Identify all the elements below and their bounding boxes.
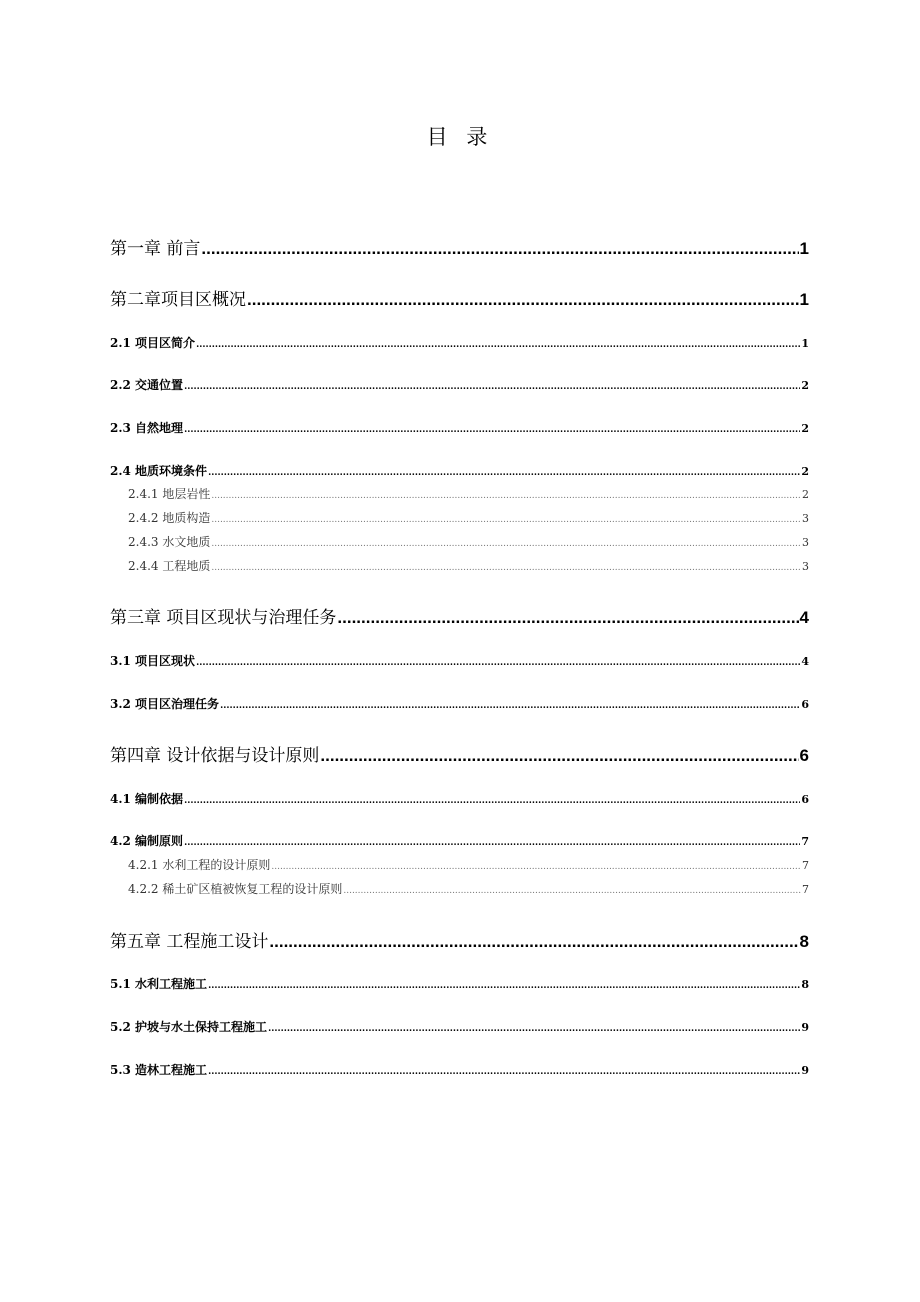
toc-dot-leader <box>184 834 800 852</box>
toc-entry-label: 2.1 项目区简介 <box>110 336 196 350</box>
toc-entry-section-2-1[interactable] <box>110 334 809 352</box>
toc-dot-leader <box>184 378 800 396</box>
toc-entry-label: 2.4.1 地层岩性 <box>128 487 211 501</box>
toc-dot-leader <box>220 697 800 715</box>
toc-entry-label: 第一章 前言 <box>110 239 201 259</box>
toc-dot-leader <box>201 237 798 261</box>
toc-dot-leader <box>208 977 800 995</box>
toc-entry-label: 2.4 地质环境条件 <box>110 464 208 478</box>
toc-entry-page: 1 <box>799 239 809 258</box>
toc-entry-page: 2 <box>802 488 809 501</box>
toc-entry-label: 2.2 交通位置 <box>110 378 184 392</box>
toc-entry-label: 第三章 项目区现状与治理任务 <box>110 608 337 628</box>
toc-entry-subsection-2-4-4[interactable] <box>110 557 809 575</box>
toc-entry-page: 3 <box>802 512 809 525</box>
toc-dot-leader <box>208 1063 800 1081</box>
toc-dot-leader <box>268 1020 800 1038</box>
toc-entry-page: 6 <box>801 698 809 711</box>
toc-dot-leader <box>211 559 801 577</box>
toc-entry-label: 4.1 编制依据 <box>110 792 184 806</box>
toc-entry-section-2-4[interactable] <box>110 462 809 480</box>
toc-entry-page: 1 <box>801 337 809 350</box>
toc-entry-subsection-2-4-1[interactable] <box>110 485 809 503</box>
toc-dot-leader <box>211 511 801 529</box>
toc-entry-page: 7 <box>802 883 809 896</box>
toc-entry-section-5-3[interactable] <box>110 1061 809 1079</box>
toc-entry-label: 5.3 造林工程施工 <box>110 1063 208 1077</box>
toc-entry-section-3-2[interactable] <box>110 695 809 713</box>
toc-entry-section-4-1[interactable] <box>110 790 809 808</box>
toc-entry-subsection-4-2-2[interactable] <box>110 880 809 898</box>
toc-entry-label: 2.4.2 地质构造 <box>128 511 211 525</box>
toc-entry-section-5-1[interactable] <box>110 975 809 993</box>
toc-entry-label: 2.4.4 工程地质 <box>128 559 211 573</box>
toc-entry-label: 2.4.3 水文地质 <box>128 535 211 549</box>
toc-entry-page: 6 <box>801 793 809 806</box>
toc-entry-page: 4 <box>799 608 809 627</box>
toc-entry-page: 2 <box>801 379 809 392</box>
toc-entry-chapter-4[interactable] <box>110 744 809 768</box>
toc-entry-page: 9 <box>801 1021 809 1034</box>
toc-entry-label: 4.2 编制原则 <box>110 834 184 848</box>
toc-entry-page: 3 <box>802 560 809 573</box>
toc-entry-page: 1 <box>799 290 809 309</box>
toc-entry-section-5-2[interactable] <box>110 1018 809 1036</box>
toc-dot-leader <box>196 336 800 354</box>
toc-dot-leader <box>208 464 800 482</box>
toc-entry-label: 3.2 项目区治理任务 <box>110 697 220 711</box>
toc-dot-leader <box>184 792 800 810</box>
toc-entry-label: 第五章 工程施工设计 <box>110 932 269 952</box>
toc-dot-leader <box>337 606 798 630</box>
toc-entry-page: 9 <box>801 1064 809 1077</box>
toc-dot-leader <box>184 421 800 439</box>
toc-entry-page: 7 <box>802 859 809 872</box>
toc-entry-chapter-3[interactable] <box>110 606 809 630</box>
toc-entry-page: 8 <box>801 978 809 991</box>
toc-entry-chapter-5[interactable] <box>110 930 809 954</box>
toc-entry-label: 2.3 自然地理 <box>110 421 184 435</box>
toc-entry-page: 2 <box>801 422 809 435</box>
toc-dot-leader <box>320 744 798 768</box>
toc-entry-page: 7 <box>801 835 809 848</box>
toc-entry-label: 第二章项目区概况 <box>110 290 246 310</box>
toc-entry-page: 3 <box>802 536 809 549</box>
toc-entry-subsection-4-2-1[interactable] <box>110 856 809 874</box>
toc-dot-leader <box>271 858 801 876</box>
toc-dot-leader <box>196 654 800 672</box>
toc-entry-label: 4.2.1 水利工程的设计原则 <box>128 858 271 872</box>
toc-entry-section-4-2[interactable] <box>110 832 809 850</box>
toc-entry-chapter-1[interactable] <box>110 237 809 261</box>
toc-dot-leader <box>247 288 799 312</box>
toc-dot-leader <box>211 535 801 553</box>
toc-entry-label: 3.1 项目区现状 <box>110 654 196 668</box>
toc-entry-label: 第四章 设计依据与设计原则 <box>110 746 320 766</box>
page-title: 目 录 <box>426 125 494 149</box>
toc-entry-page: 6 <box>799 746 809 765</box>
toc-entry-chapter-2[interactable] <box>110 288 809 312</box>
toc-entry-label: 5.1 水利工程施工 <box>110 977 208 991</box>
toc-entry-label: 5.2 护坡与水土保持工程施工 <box>110 1020 268 1034</box>
toc-entry-page: 4 <box>801 655 809 668</box>
toc-entry-subsection-2-4-2[interactable] <box>110 509 809 527</box>
toc-dot-leader <box>343 882 801 900</box>
toc-entry-label: 4.2.2 稀土矿区植被恢复工程的设计原则 <box>128 882 343 896</box>
toc-entry-page: 2 <box>801 465 809 478</box>
toc-entry-section-3-1[interactable] <box>110 652 809 670</box>
toc-dot-leader <box>269 930 798 954</box>
toc-dot-leader <box>211 487 801 505</box>
table-of-contents <box>110 0 809 1302</box>
toc-entry-section-2-2[interactable] <box>110 376 809 394</box>
toc-entry-section-2-3[interactable] <box>110 419 809 437</box>
toc-entry-subsection-2-4-3[interactable] <box>110 533 809 551</box>
toc-entry-page: 8 <box>799 932 809 951</box>
